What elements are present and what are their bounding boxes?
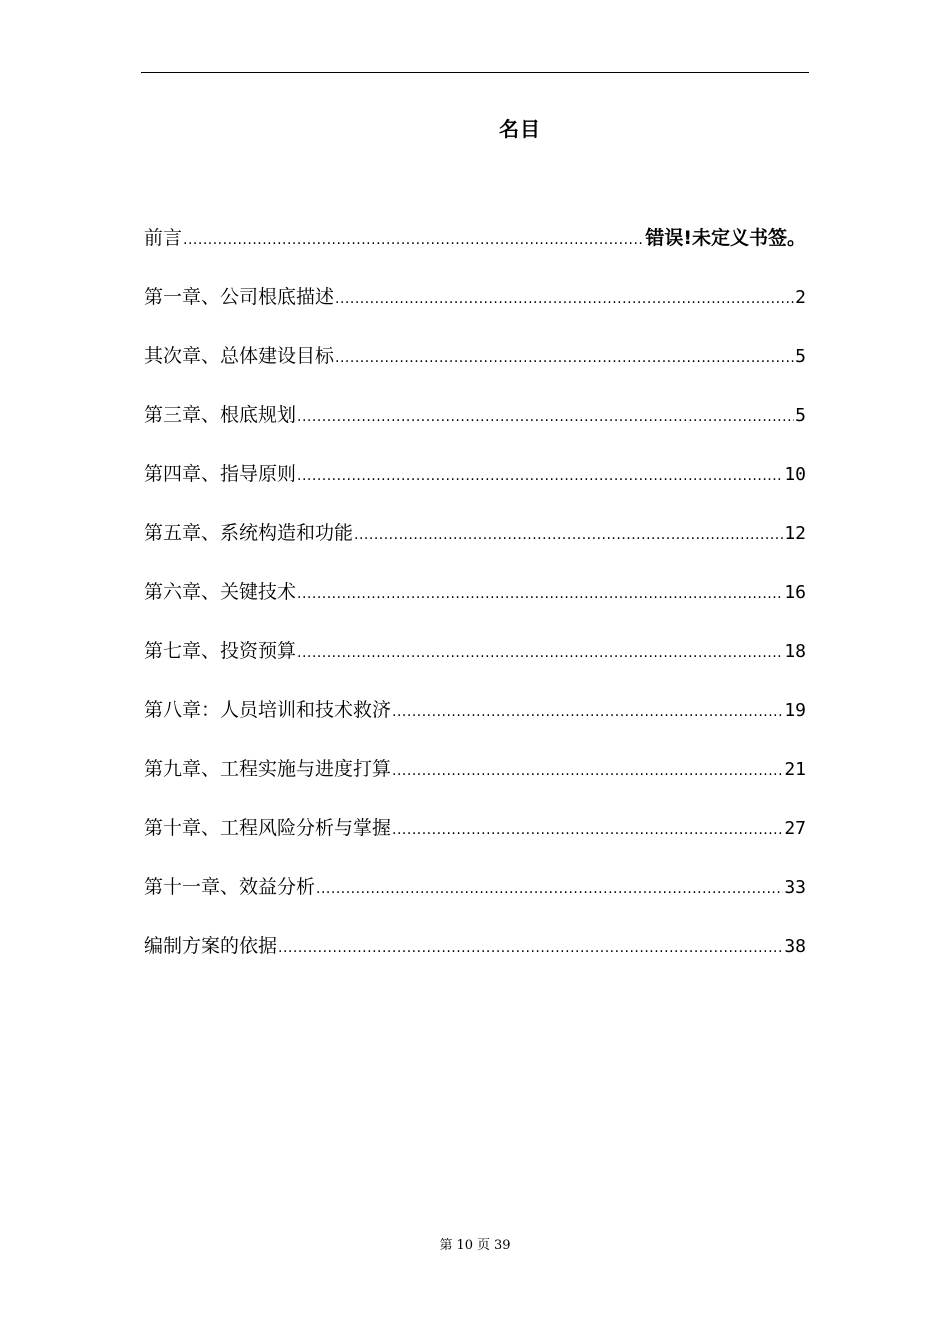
toc-entry-label: 第十一章、效益分析 xyxy=(144,876,316,898)
toc-entry-label: 第七章、投资预算 xyxy=(144,640,297,662)
toc-leader-dots xyxy=(392,698,783,726)
page-footer xyxy=(0,1234,950,1253)
toc-leader-dots xyxy=(297,639,783,667)
toc-entry-label: 第三章、根底规划 xyxy=(144,404,297,426)
toc-entry-label: 第六章、关键技术 xyxy=(144,581,297,603)
toc-entry-page: 错误!未定义书签。 xyxy=(645,227,806,249)
toc-entry-page: 33 xyxy=(784,877,806,898)
toc-leader-dots xyxy=(354,521,783,549)
toc-leader-dots xyxy=(183,226,644,254)
toc-entry-label: 第八章：人员培训和技术救济 xyxy=(144,699,392,721)
toc-entry-basis[interactable] xyxy=(144,932,806,991)
toc-leader-dots xyxy=(297,580,783,608)
toc-leader-dots xyxy=(297,403,794,431)
toc-entry-page: 27 xyxy=(784,818,806,839)
footer-middle: 页 xyxy=(477,1238,491,1253)
toc-entry-page: 2 xyxy=(795,287,806,308)
footer-total-pages: 39 xyxy=(494,1238,511,1253)
toc-entry-label: 第四章、指导原则 xyxy=(144,463,297,485)
toc-entry-chapter-11[interactable] xyxy=(144,873,806,932)
toc-leader-dots xyxy=(297,462,783,490)
toc-leader-dots xyxy=(335,344,794,372)
toc-entry-label: 第一章、公司根底描述 xyxy=(144,286,335,308)
footer-prefix: 第 xyxy=(439,1238,453,1253)
toc-entry-chapter-9[interactable] xyxy=(144,755,806,814)
toc-entry-chapter-1[interactable] xyxy=(144,283,806,342)
toc-entry-page: 10 xyxy=(784,464,806,485)
toc-entry-chapter-8[interactable] xyxy=(144,696,806,755)
toc-entry-label: 其次章、总体建设目标 xyxy=(144,345,335,367)
toc-entry-chapter-6[interactable] xyxy=(144,578,806,637)
toc-entry-chapter-2[interactable] xyxy=(144,342,806,401)
toc-entry-page: 19 xyxy=(784,700,806,721)
toc-entry-chapter-3[interactable] xyxy=(144,401,806,460)
toc-leader-dots xyxy=(278,934,783,962)
toc-leader-dots xyxy=(392,757,783,785)
toc-entry-page: 5 xyxy=(795,346,806,367)
toc-list xyxy=(144,224,806,991)
toc-entry-chapter-5[interactable] xyxy=(144,519,806,578)
toc-entry-chapter-7[interactable] xyxy=(144,637,806,696)
toc-entry-page: 38 xyxy=(784,936,806,957)
toc-entry-label: 第九章、工程实施与进度打算 xyxy=(144,758,392,780)
toc-entry-chapter-10[interactable] xyxy=(144,814,806,873)
toc-entry-page: 16 xyxy=(784,582,806,603)
toc-entry-label: 第十章、工程风险分析与掌握 xyxy=(144,817,392,839)
toc-entry-page: 12 xyxy=(784,523,806,544)
toc-entry-chapter-4[interactable] xyxy=(144,460,806,519)
toc-title: 名目 xyxy=(499,117,541,141)
header-rule xyxy=(141,72,809,73)
toc-entry-page: 5 xyxy=(795,405,806,426)
toc-entry-page: 18 xyxy=(784,641,806,662)
toc-entry-label: 第五章、系统构造和功能 xyxy=(144,522,354,544)
toc-entry-page: 21 xyxy=(784,759,806,780)
toc-entry-label: 前言 xyxy=(144,227,183,249)
footer-current-page: 10 xyxy=(456,1238,473,1253)
toc-entry-label: 编制方案的依据 xyxy=(144,935,278,957)
toc-entry-preface[interactable] xyxy=(144,224,806,283)
toc-leader-dots xyxy=(316,875,783,903)
toc-leader-dots xyxy=(392,816,783,844)
toc-leader-dots xyxy=(335,285,794,313)
